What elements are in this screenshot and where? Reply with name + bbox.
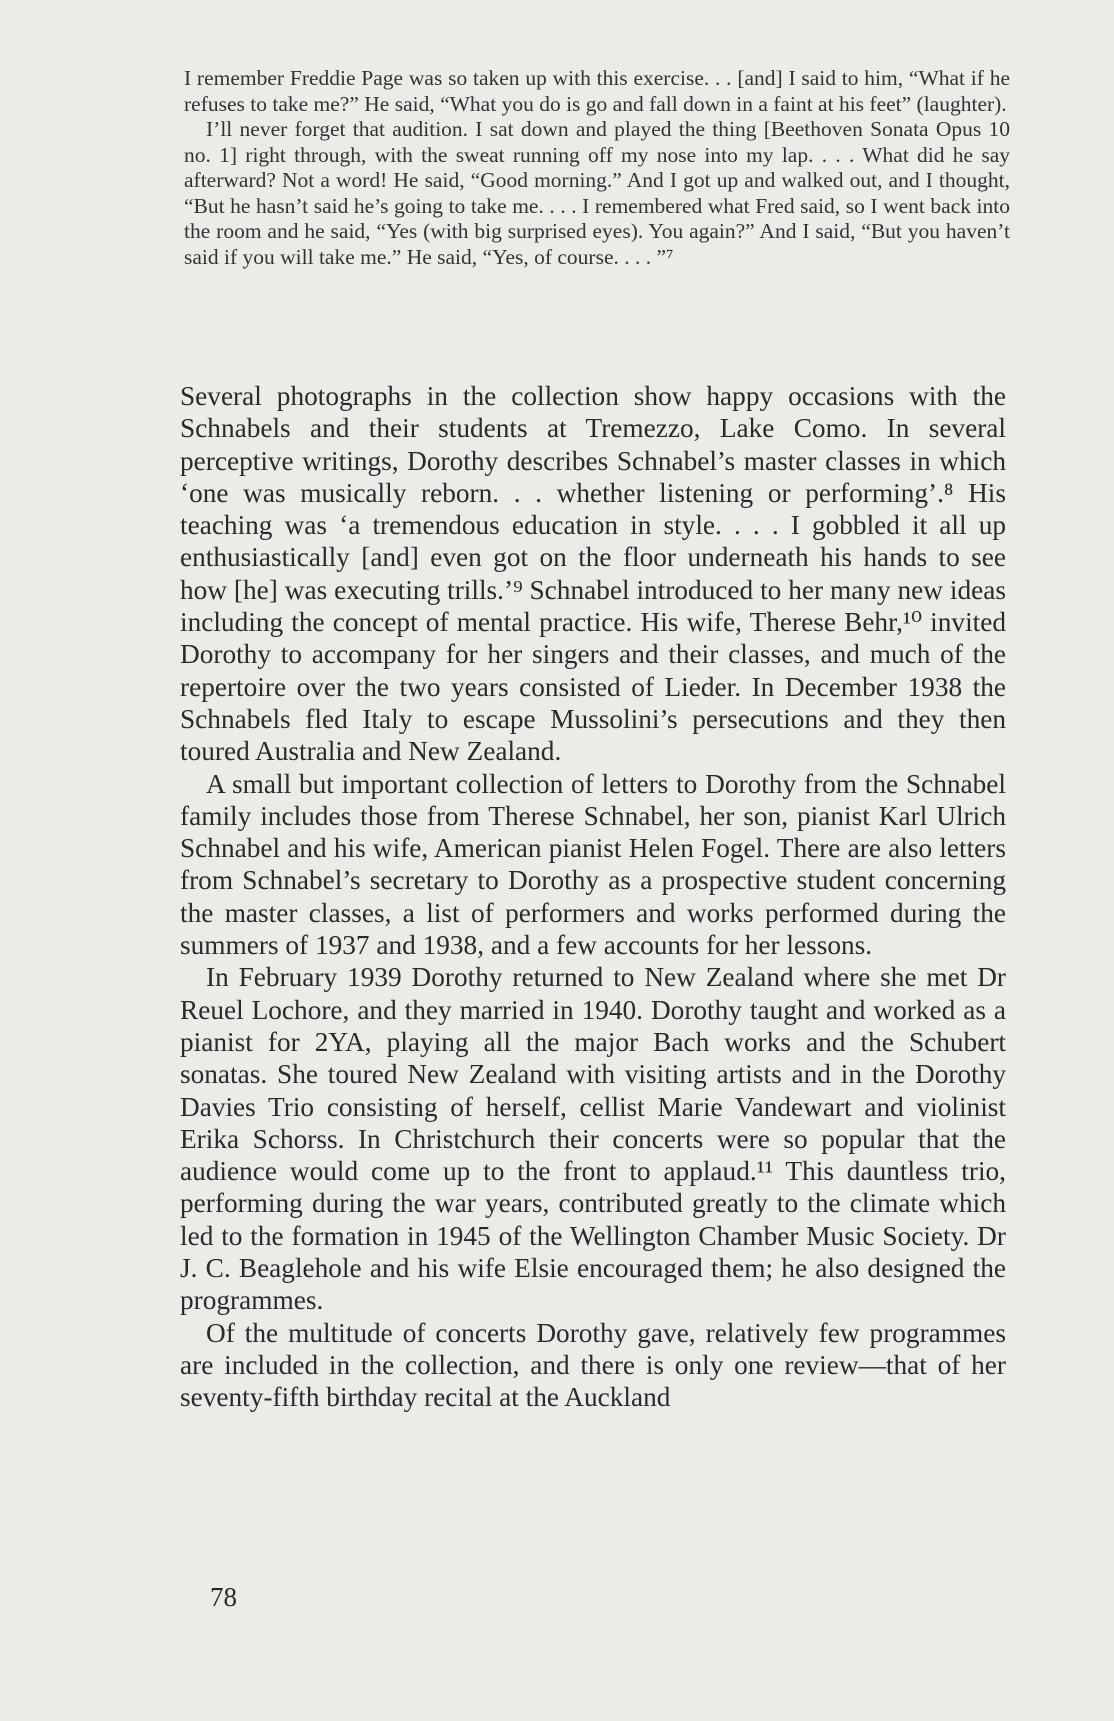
body-paragraph-1: Several photographs in the collection show happy occasions with the Schnabels and their students at Tremezzo, Lake Como. In several perceptive writings, Dorothy describes Schnabel’s master classes in which ‘one was musically reborn. . . whether listening or performing’.⁸ His teaching was ‘a tremendous education in style. . . . I gobbled it all up enthusiastically [and] even got on the floor underneath his hands to see how [he] was executing trills.’⁹ Schnabel introduced to her many new ideas including the concept of mental practice. His wife, Therese Behr,¹⁰ invited Dorothy to accompany for her singers and their classes, and much of the repertoire over the two years consisted of Lieder. In December 1938 the Schnabels fled Italy to escape Mussolini’s persecutions and they then toured Australia and New Zealand. bbox=[180, 381, 1006, 767]
body-paragraph-3: In February 1939 Dorothy returned to New Zealand where she met Dr Reuel Lochore, and they married in 1940. Dorothy taught and worked as a pianist for 2YA, playing all the major Bach works and the Schubert sonatas. She toured New Zealand with visiting artists and in the Dorothy Davies Trio consisting of herself, cellist Marie Vandewart and violinist Erika Schorss. In Christchurch their concerts were so popular that the audience would come up to the front to applaud.¹¹ This dauntless trio, performing during the war years, contributed greatly to the climate which led to the formation in 1945 of the Wellington Chamber Music Society. Dr J. C. Beaglehole and his wife Elsie encouraged them; he also designed the programmes. bbox=[180, 962, 1006, 1316]
block-quote bbox=[184, 66, 1010, 270]
page-number: 78 bbox=[210, 1582, 237, 1612]
body-text bbox=[180, 380, 1006, 1414]
quote-paragraph-1: I remember Freddie Page was so taken up with this exercise. . . [and] I said to him, “What if he refuses to take me?” He said, “What you do is go and fall down in a faint at his feet” (laughter). bbox=[184, 66, 1010, 116]
body-paragraph-4: Of the multitude of concerts Dorothy gave, relatively few programmes are included in the collection, and there is only one review—that of her seventy-fifth birthday recital at the Auckland bbox=[180, 1317, 1006, 1413]
body-paragraph-2: A small but important collection of letters to Dorothy from the Schnabel family includes those from Therese Schnabel, her son, pianist Karl Ulrich Schnabel and his wife, American pianist Helen Fogel. There are also letters from Schnabel’s secretary to Dorothy as a prospective student concerning the master classes, a list of performers and works performed during the summers of 1937 and 1938, and a few accounts for her lessons. bbox=[180, 768, 1006, 961]
quote-paragraph-2: I’ll never forget that audition. I sat down and played the thing [Beethoven Sonata Opus 10 no. 1] right through, with the sweat running off my nose into my lap. . . . What did he say afterward? Not a word! He said, “Good morning.” And I got up and walked out, and I thought, “But he hasn’t said he’s going to take me. . . . I remembered what Fred said, so I went back into the room and he said, “Yes (with big surprised eyes). You again?” And I said, “But you haven’t said if you will take me.” He said, “Yes, of course. . . . ”⁷ bbox=[184, 117, 1010, 269]
